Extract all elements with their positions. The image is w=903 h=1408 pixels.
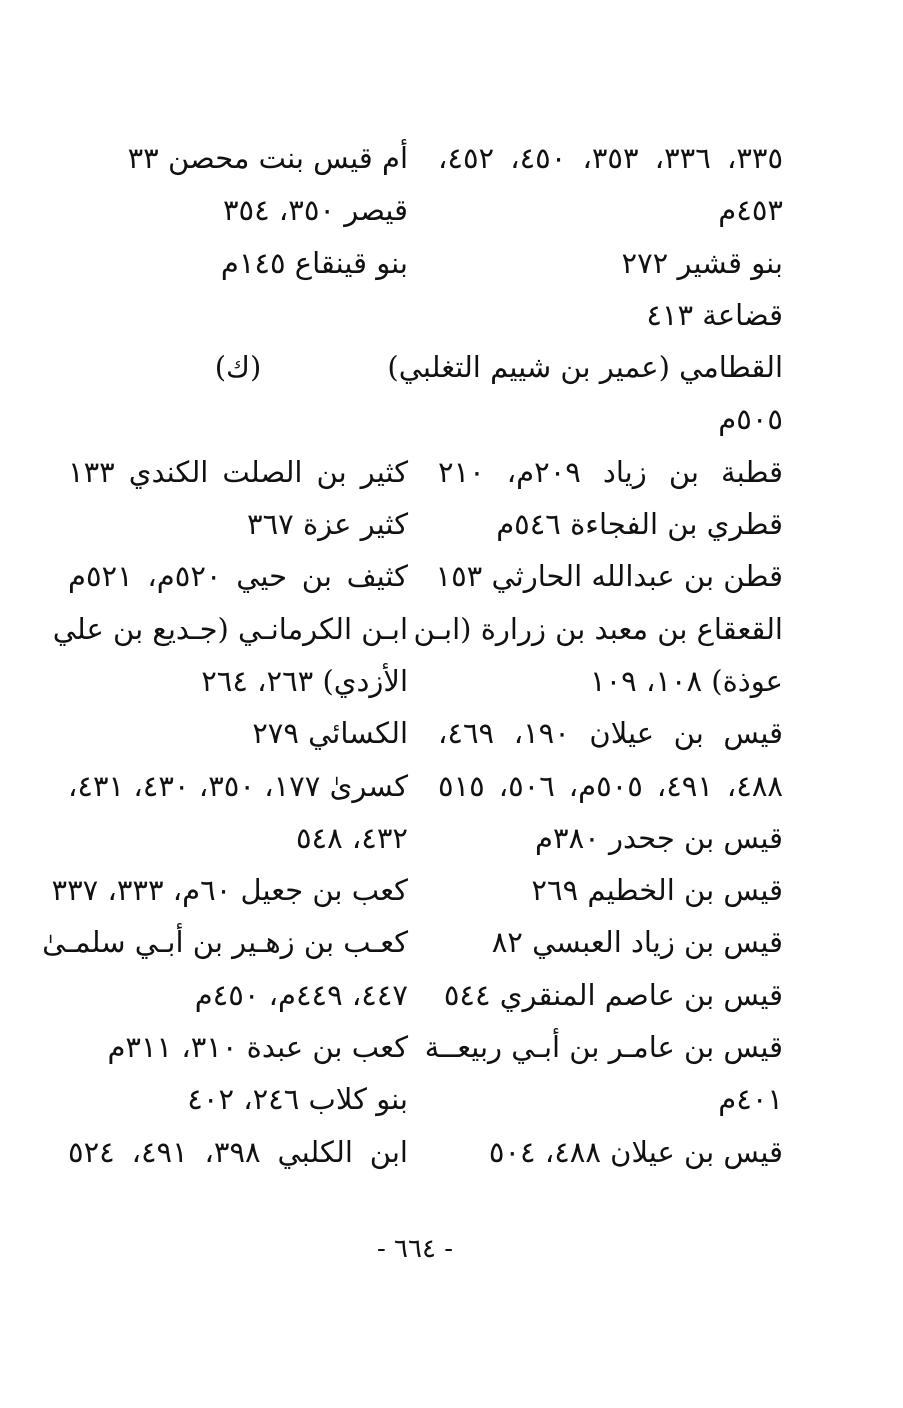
index-entry-line: ٤٤٧، ٤٤٩م، ٤٥٠م — [194, 977, 408, 1012]
index-entry-line: كثير بن الصلت الكندي ١٣٣ — [68, 454, 408, 489]
index-entry-line: كثير عزة ٣٦٧ — [247, 507, 408, 542]
index-entry-line: (ك) — [214, 350, 262, 385]
blank-line — [68, 289, 408, 341]
index-entry-line: بنو قينقاع ١٤٥م — [220, 245, 408, 280]
index-entry-line: كعب بن جعيل ٦٠م، ٣٣٣، ٣٣٧ — [51, 873, 408, 908]
index-entry-line: بنو قشير ٢٧٢ — [621, 245, 783, 280]
index-column-right — [387, 132, 784, 1178]
index-entry-line: قطن بن عبدالله الحارثي ١٥٣ — [435, 559, 783, 594]
index-entry-line: القعقاع بن معبد بن زرارة (ابـن — [413, 611, 783, 646]
index-entry-line: الأزدي) ٢٦٣، ٢٦٤ — [201, 663, 408, 698]
index-entry-line: بنو كلاب ٢٤٦، ٤٠٢ — [187, 1082, 408, 1117]
page-number: - ٦٦٤ - — [376, 1234, 454, 1264]
index-entry-line: قيس بن عامـر بن أبـي ربيعــة — [424, 1030, 783, 1065]
index-entry-line: كعب بن عبدة ٣١٠، ٣١١م — [107, 1030, 408, 1065]
index-entry-line: ٤٨٨، ٤٩١، ٥٠٥م، ٥٠٦، ٥١٥ — [438, 768, 783, 803]
index-entry-line: قيس بن عاصم المنقري ٥٤٤ — [443, 977, 783, 1012]
index-entry-line: قيس بن جحدر ٣٨٠م — [535, 820, 783, 855]
index-entry-line: ٤٣٢، ٥٤٨ — [295, 820, 408, 855]
index-entry-line: قيس بن زياد العبسي ٨٢ — [491, 925, 783, 960]
index-entry-line: كعـب بن زهـير بن أبـي سلمـىٰ — [42, 925, 408, 960]
index-entry-line: ٤٠١م — [718, 1082, 783, 1117]
index-entry-line: ابـن الكرمانـي (جـديع بن علي — [52, 611, 408, 646]
index-entry-line: ٤٥٣م — [718, 193, 783, 228]
index-entry-line: ابن الكلبي ٣٩٨، ٤٩١، ٥٢٤ — [68, 1134, 408, 1169]
blank-line — [68, 393, 408, 445]
index-entry-line: قطبة بن زياد ٢٠٩م، ٢١٠ — [438, 454, 783, 489]
index-entry-line: الكسائي ٢٧٩ — [252, 716, 408, 751]
index-entry-line: قطري بن الفجاءة ٥٤٦م — [496, 507, 783, 542]
index-entry-line: قيس بن عيلان ١٩٠، ٤٦٩، — [438, 716, 784, 751]
index-entry-line: كسرىٰ ١٧٧، ٣٥٠، ٤٣٠، ٤٣١، — [68, 768, 409, 803]
index-entry-line: كثيف بن حيي ٥٢٠م، ٥٢١م — [68, 559, 408, 594]
index-entry-line: قيس بن الخطيم ٢٦٩ — [531, 873, 783, 908]
index-entry-line: قضاعة ٤١٣ — [646, 297, 783, 332]
index-entry-line: ٣٣٥، ٣٣٦، ٣٥٣، ٤٥٠، ٤٥٢، — [438, 141, 784, 175]
index-entry-line: عوذة) ١٠٨، ١٠٩ — [590, 663, 783, 698]
index-entry-line: أم قيس بنت محصن ٣٣ — [127, 141, 408, 175]
index-entry-line: القطامي (عمير بن شييم التغلبي) — [387, 350, 783, 385]
index-entry-line: قيصر ٣٥٠، ٣٥٤ — [222, 193, 408, 228]
index-column-left — [42, 132, 409, 1178]
index-entry-line: قيس بن عيلان ٤٨٨، ٥٠٤ — [488, 1134, 783, 1169]
index-entry-line: ٥٠٥م — [718, 402, 783, 437]
